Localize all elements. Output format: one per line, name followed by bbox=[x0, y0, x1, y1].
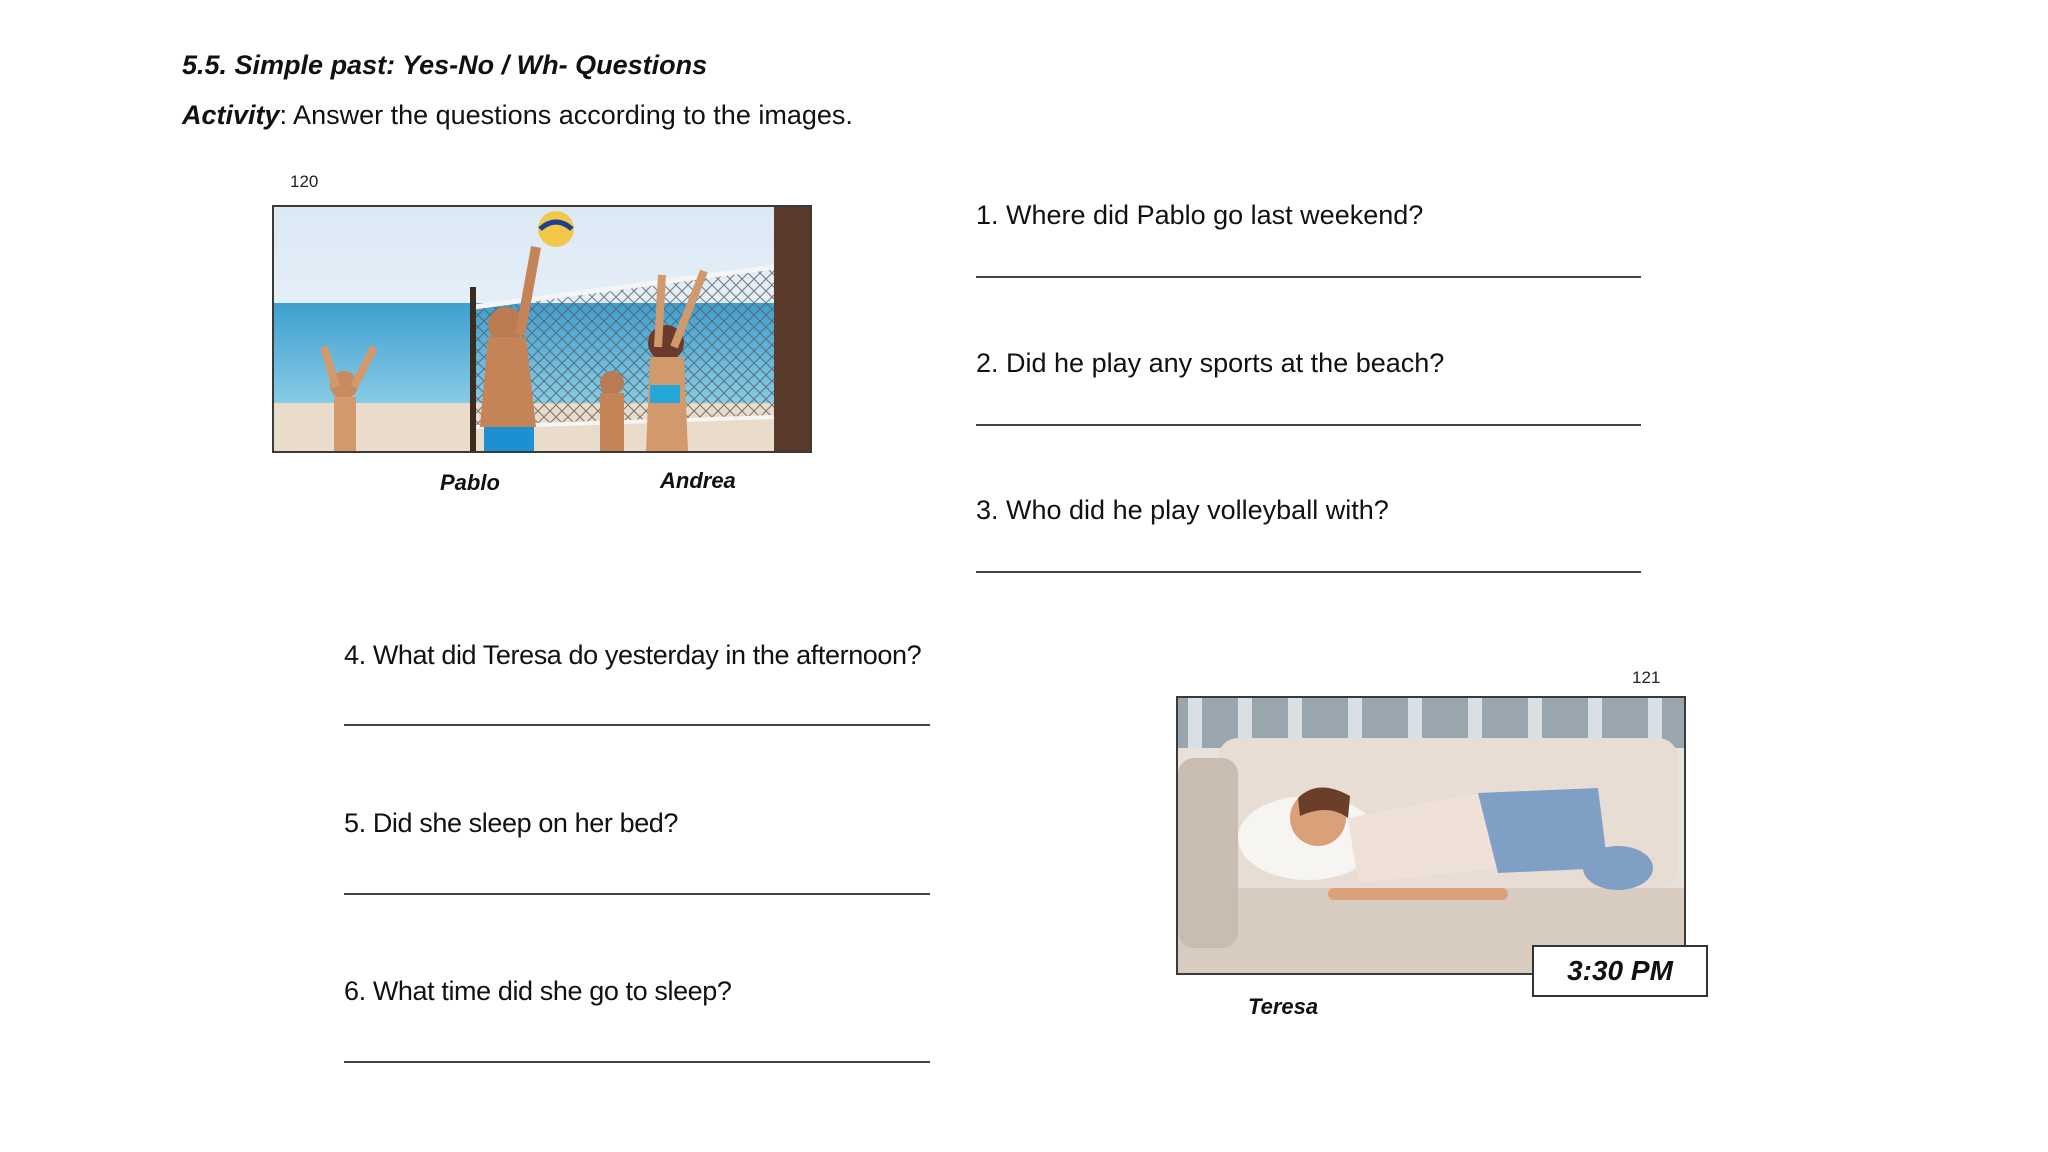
answer-line-4[interactable] bbox=[344, 724, 930, 726]
figure-number-120: 120 bbox=[290, 172, 319, 191]
answer-line-2[interactable] bbox=[976, 424, 1641, 426]
caption-teresa: Teresa bbox=[1248, 994, 1319, 1019]
activity-instruction bbox=[182, 100, 853, 131]
question-5: 5. Did she sleep on her bed? bbox=[344, 808, 679, 838]
instruction-text: : Answer the questions according to the images. bbox=[279, 100, 853, 130]
figure-number-121: 121 bbox=[1632, 668, 1661, 687]
answer-line-1[interactable] bbox=[976, 276, 1641, 278]
time-label-box: 3:30 PM bbox=[1532, 945, 1708, 997]
answer-line-3[interactable] bbox=[976, 571, 1641, 573]
answer-line-6[interactable] bbox=[344, 1061, 930, 1063]
question-3: 3. Who did he play volleyball with? bbox=[976, 495, 1389, 525]
activity-label: Activity bbox=[182, 100, 280, 130]
answer-line-5[interactable] bbox=[344, 893, 930, 895]
section-title: 5.5. Simple past: Yes-No / Wh- Questions bbox=[182, 50, 708, 80]
question-4: 4. What did Teresa do yesterday in the afternoon? bbox=[344, 640, 922, 670]
sleeping-on-sofa-photo bbox=[1176, 696, 1686, 975]
beach-volleyball-photo bbox=[272, 205, 812, 453]
question-1: 1. Where did Pablo go last weekend? bbox=[976, 200, 1424, 230]
caption-pablo: Pablo bbox=[440, 470, 500, 495]
question-2: 2. Did he play any sports at the beach? bbox=[976, 348, 1445, 378]
question-6: 6. What time did she go to sleep? bbox=[344, 976, 732, 1006]
caption-andrea: Andrea bbox=[660, 468, 736, 493]
